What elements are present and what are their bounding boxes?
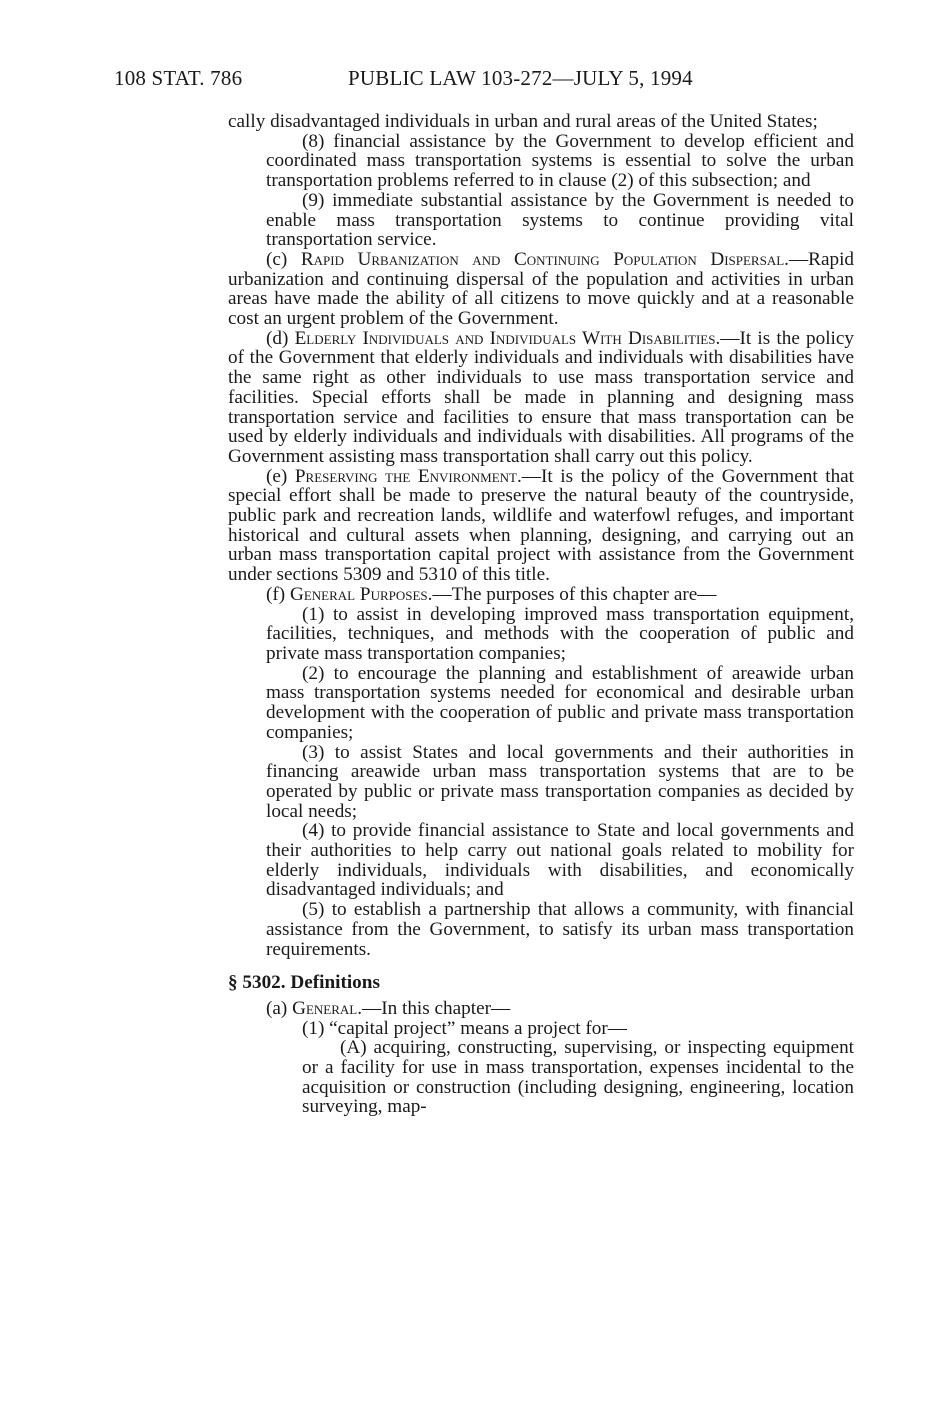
definitions-a-heading: General. (292, 997, 363, 1019)
page-header (114, 66, 854, 92)
definitions-a-label: (a) (266, 997, 293, 1019)
subsection-d-text: —It is the policy of the Government that elderly individuals and individuals with disabilities have the same right as other individuals to use mass transportation service and facilities. Special efforts shall be made in planning and designing mass transportation service and facilities to ensure that mass transportation can be used by elderly individuals and individuals with disabilities. All programs of the Government assisting mass transportation shall carry out this policy. (228, 327, 854, 467)
subsection-d (228, 329, 854, 467)
statute-text (228, 112, 854, 1117)
subsection-c-heading: Rapid Urbanization and Continuing Population Dispersal. (300, 248, 789, 270)
subsection-c-text: —Rapid urbanization and continuing dispersal of the population and activities in urban areas have made the ability of all citizens to move quickly and at a reasonable cost an urgent problem of the Government. (228, 248, 854, 330)
subsection-f-label: (f) (266, 583, 290, 605)
definitions-subsection-a (266, 999, 854, 1019)
subsection-e-heading: Preserving the Environment. (294, 465, 522, 487)
purpose-2: (2) to encourage the planning and establishment of areawide urban mass transportation systems needed for economical and desirable urban development with the cooperation of public and private mass transportation companies; (266, 662, 854, 743)
subsection-f-text: —The purposes of this chapter are— (432, 583, 717, 605)
paragraph-continuation: cally disadvantaged individuals in urban and rural areas of the United States; (228, 111, 818, 132)
paragraph-8: (8) financial assistance by the Government to develop efficient and coordinated mass transportation systems is essential to solve the urban transportation problems referred to in clause (2) of this subsection; and (266, 130, 854, 192)
subsection-e-text: —It is the policy of the Government that special effort shall be made to preserve the natural beauty of the countryside, public park and recreation lands, wildlife and waterfowl refuges, and important historical and cultural assets when planning, designing, and carrying out an urban mass transportation capital project with assistance from the Government under sections 5309 and 5310 of this title. (228, 465, 855, 586)
purpose-1: (1) to assist in developing improved mass transportation equipment, facilities, techniques, and methods with the cooperation of public and private mass transportation companies; (266, 603, 854, 664)
subsection-d-label: (d) (266, 327, 295, 349)
definitions-a-text: —In this chapter— (362, 997, 511, 1019)
purpose-4: (4) to provide financial assistance to State and local governments and their authorities to help carry out national goals related to mobility for elderly individuals, individuals with disabilities, and economically disadvantaged individuals; and (266, 820, 854, 901)
section-heading: § 5302. Definitions (228, 972, 380, 994)
definitions-block (228, 999, 854, 1117)
running-title: PUBLIC LAW 103-272—JULY 5, 1994 (348, 66, 693, 90)
subsection-c (228, 250, 854, 329)
subsection-e-label: (e) (266, 465, 295, 487)
statute-page-reference: 108 STAT. 786 (114, 66, 243, 90)
definition-1-A: (A) acquiring, constructing, supervising, or inspecting equipment or a facility for use in mass transportation, expenses incidental to the acquisition or construction (including designing, engineering, location surveying, map- (302, 1037, 854, 1118)
purpose-5: (5) to establish a partnership that allows a community, with financial assistance from the Government, to satisfy its urban mass transportation requirements. (266, 899, 854, 960)
paragraph-9: (9) immediate substantial assistance by the Government is needed to enable mass transportation systems to continue providing vital transportation service. (266, 189, 854, 251)
subsection-f (228, 585, 854, 605)
purpose-3: (3) to assist States and local governments and their authorities in financing areawide urban mass transportation systems that are to be operated by public or private mass transportation companies as decided by local needs; (266, 741, 854, 822)
definition-1: (1) “capital project” means a project for— (302, 1017, 627, 1039)
subsection-c-label: (c) (266, 248, 301, 270)
subsection-d-heading: Elderly Individuals and Individuals With Disabilities. (294, 327, 721, 349)
subsection-f-heading: General Purposes. (289, 583, 433, 605)
subsection-e (228, 467, 854, 585)
